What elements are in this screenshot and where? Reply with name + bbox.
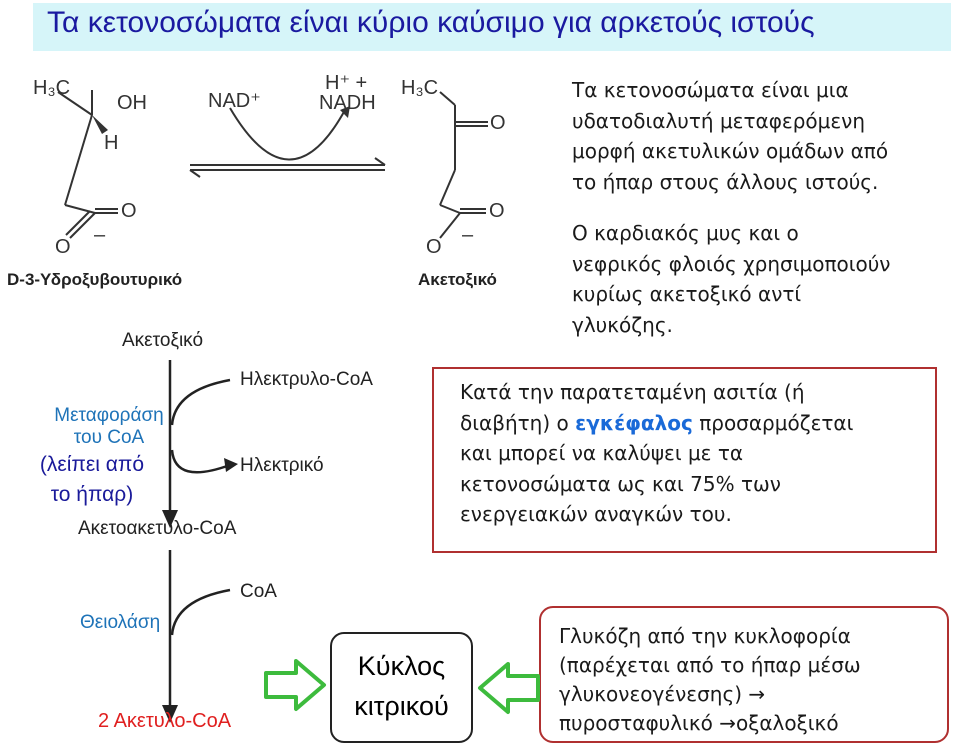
heart-line-3: κυρίως ακετοξικό αντί (572, 282, 802, 306)
glucose-line-4b: →οξαλοξικό (719, 711, 839, 735)
pathway-middle: Ακετοακετυλο-CoA (78, 518, 237, 539)
pathway-start: Ακετοξικό (122, 330, 204, 351)
citric-text (330, 646, 473, 726)
cofactor-h: H⁺ + (325, 72, 368, 94)
glucose-line-1: Γλυκόζη από την κυκλοφορία (559, 624, 851, 648)
hb-h3c: H₃C (33, 77, 71, 99)
ketone-line-3: μορφή ακετυλικών ομάδων από (572, 139, 889, 163)
heart-line-4: γλυκόζης. (572, 312, 673, 337)
citric-line-1: Κύκλος (357, 651, 446, 681)
hb-o-top: O (121, 200, 137, 222)
hb-o-bottom: O (55, 236, 71, 258)
brain-line-1: Κατά την παρατεταμένη ασιτία (ή (460, 380, 805, 404)
hb-h: H (104, 132, 119, 154)
aa-o-bottom: O (426, 236, 442, 258)
ketone-line-1: Τα κετονοσώματα είναι μια (572, 78, 849, 102)
pathway-input-2: CoA (240, 581, 277, 602)
note-missing-liver: (λείπει από το ήπαρ) (39, 453, 145, 506)
enzyme-coa-transferase: Μεταφοράση του CoA (54, 405, 164, 448)
hydroxybutyrate-skeleton (58, 90, 118, 238)
enzyme-thiolase: Θειολάση (80, 612, 161, 633)
glucose-line-4 (559, 709, 861, 738)
hb-name: D-3-Υδροξυβουτυρικό (7, 270, 183, 289)
aa-charge: – (462, 224, 474, 246)
cofactor-nad: NAD⁺ (208, 90, 261, 112)
glucose-line-4a: πυροσταφυλικό (559, 711, 720, 735)
heart-line-2: νεφρικός φλοιός χρησιμοποιούν (572, 251, 891, 276)
brain-line-5: ενεργειακών αναγκών του. (460, 502, 732, 526)
acetoacetate-skeleton (440, 92, 488, 238)
pathway-end: 2 Ακετυλο-CoA (98, 710, 232, 732)
hb-oh: OH (117, 92, 147, 114)
brain-line-4: κετονοσώματα ως και 75% των (460, 471, 781, 496)
ketone-text (572, 75, 888, 197)
green-arrow-left-icon (476, 660, 542, 716)
heart-line-1: Ο καρδιακός μυς και ο (572, 221, 799, 245)
pathway-output-1: Ηλεκτρικό (240, 455, 324, 476)
ketone-line-4: το ήπαρ στους άλλους ιστούς. (572, 169, 879, 194)
citric-line-2: κιτρικού (354, 691, 449, 721)
green-arrow-right-icon (262, 655, 332, 715)
aa-o-top: O (489, 200, 505, 222)
brain-line-2-post: προσαρμόζεται (692, 410, 854, 435)
aa-name: Ακετοξικό (418, 270, 497, 289)
page-title: Τα κετονοσώματα είναι κύριο καύσιμο για αρκετούς ιστούς (47, 6, 815, 39)
brain-line-2-pre: διαβήτη) ο (460, 410, 576, 435)
hb-charge: – (94, 224, 106, 246)
glucose-line-2: (παρέχεται από το ήπαρ μέσω (559, 653, 861, 677)
brain-highlight: εγκέφαλος (575, 410, 693, 435)
reaction-diagram (0, 60, 560, 300)
glucose-line-3: γλυκονεογένεσης) → (559, 682, 766, 706)
brain-line-3: και μπορεί να καλύψει με τα (460, 441, 744, 465)
heart-text (572, 218, 890, 340)
aa-o-ketone: O (490, 112, 506, 134)
equilibrium-arrows (190, 106, 385, 177)
ketone-line-2: υδατοδιαλυτή μεταφερόμενη (572, 108, 866, 133)
cofactor-nadh: NADH (319, 92, 376, 114)
brain-line-2 (460, 408, 853, 439)
glucose-text (559, 622, 861, 738)
brain-text (460, 377, 853, 530)
aa-h3c: H₃C (401, 77, 439, 99)
pathway-input-1: Ηλεκτρυλο-CoA (240, 369, 373, 390)
